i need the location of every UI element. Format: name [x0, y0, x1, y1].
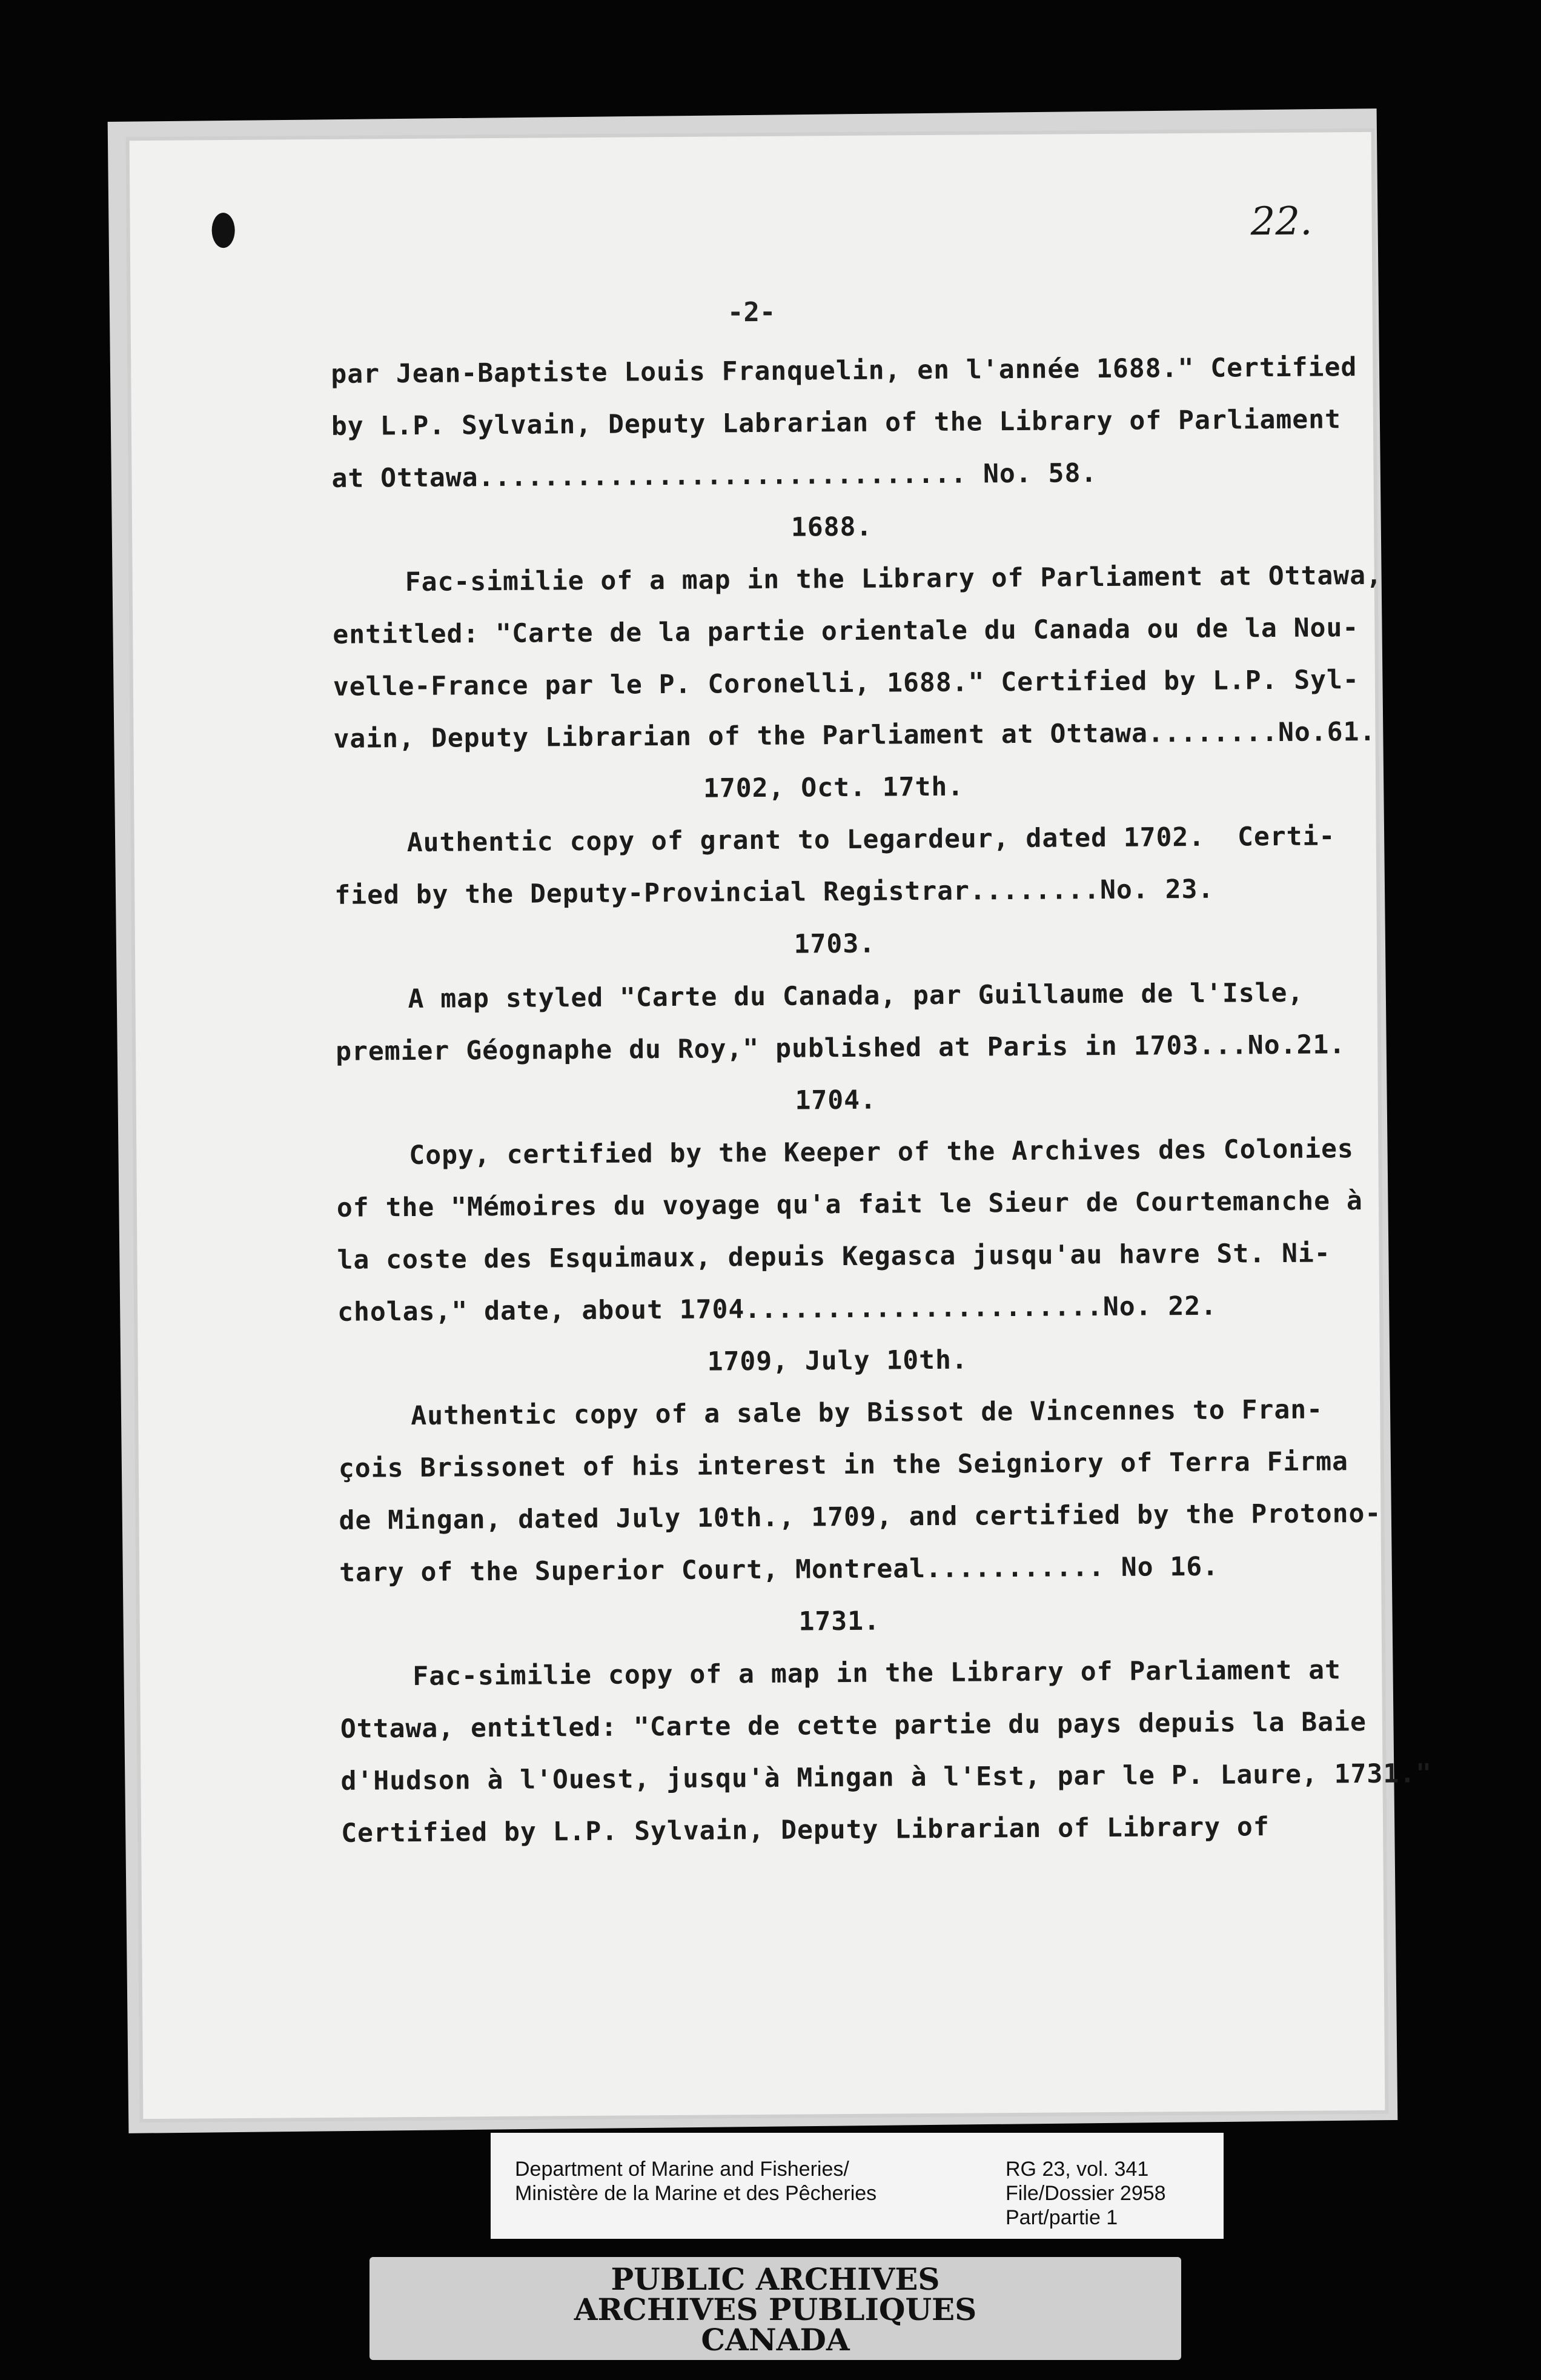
- date-heading: 1703.: [794, 928, 876, 960]
- text-line: Fac-similie copy of a map in the Library of Parliament at: [413, 1655, 1342, 1692]
- text-line: de Mingan, dated July 10th., 1709, and certified by the Protono-: [339, 1498, 1382, 1536]
- text-line: velle-France par le P. Coronelli, 1688." Certified by L.P. Syl-: [333, 665, 1360, 702]
- text-line: Ottawa, entitled: "Carte de cette partie du pays depuis la Baie: [340, 1707, 1367, 1744]
- date-heading: 1731.: [798, 1606, 881, 1637]
- date-heading: 1702, Oct. 17th.: [703, 771, 964, 804]
- text-line: vain, Deputy Librarian of the Parliament at Ottawa........No.61.: [333, 716, 1376, 754]
- folio-number: 22.: [1250, 199, 1313, 245]
- text-line: fied by the Deputy-Provincial Registrar........No. 23.: [334, 874, 1215, 911]
- archive-stamp-line: CANADA: [701, 2322, 850, 2358]
- text-line: by L.P. Sylvain, Deputy Labrarian of the Library of Parliament: [331, 404, 1342, 442]
- text-line: Authentic copy of a sale by Bissot de Vincennes to Fran-: [411, 1394, 1324, 1432]
- text-line: Authentic copy of grant to Legardeur, dated 1702. Certi-: [406, 821, 1336, 859]
- file-reference: [1006, 2157, 1166, 2230]
- text-line: premier Géognaphe du Roy," published at Paris in 1703...No.21.: [335, 1029, 1346, 1067]
- archive-stamp-line: ARCHIVES PUBLIQUES: [574, 2292, 977, 2327]
- text-line: la coste des Esquimaux, depuis Kegasca jusqu'au havre St. Ni-: [337, 1238, 1331, 1275]
- date-heading: 1704.: [795, 1085, 877, 1116]
- reference-label: [491, 2133, 1224, 2239]
- text-line: at Ottawa.............................. No. 58.: [331, 458, 1098, 494]
- text-line: entitled: "Carte de la partie orientale du Canada ou de la Nou-: [333, 613, 1359, 650]
- archive-stamp-line: PUBLIC ARCHIVES: [611, 2261, 940, 2297]
- text-line: par Jean-Baptiste Louis Franquelin, en l'année 1688." Certified: [331, 352, 1357, 390]
- part-number: Part/partie 1: [1006, 2206, 1118, 2229]
- date-heading: 1709, July 10th.: [707, 1345, 968, 1377]
- text-line: Certified by L.P. Sylvain, Deputy Librarian of Library of: [340, 1812, 1270, 1849]
- archive-stamp: [370, 2257, 1181, 2360]
- typed-page: [130, 132, 1433, 2119]
- date-heading: 1688.: [790, 511, 873, 543]
- text-line: tary of the Superior Court, Montreal........... No 16.: [339, 1551, 1219, 1588]
- record-group: RG 23, vol. 341: [1006, 2158, 1149, 2181]
- text-line: çois Brissonet of his interest in the Seigniory of Terra Firma: [338, 1446, 1349, 1484]
- page-number: -2-: [727, 296, 776, 328]
- text-line: A map styled "Carte du Canada, par Guillaume de l'Isle,: [408, 977, 1304, 1015]
- department-name-en: Department of Marine and Fisheries/: [515, 2158, 849, 2181]
- department-name-fr: Ministère de la Marine et des Pêcheries: [515, 2182, 877, 2205]
- department-name: [515, 2157, 877, 2205]
- text-line: cholas," date, about 1704......................No. 22.: [337, 1291, 1218, 1328]
- text-line: Fac-similie of a map in the Library of Parliament at Ottawa,: [405, 560, 1383, 598]
- text-line: d'Hudson à l'Ouest, jusqu'à Mingan à l'Est, par le P. Laure, 1731.": [340, 1758, 1433, 1797]
- document-body: [331, 341, 1433, 1859]
- text-line: Copy, certified by the Keeper of the Archives des Colonies: [409, 1134, 1354, 1171]
- file-number: File/Dossier 2958: [1006, 2182, 1166, 2205]
- text-line: of the "Mémoires du voyage qu'a fait le Sieur de Courtemanche à: [336, 1186, 1364, 1223]
- punch-hole: [211, 213, 234, 248]
